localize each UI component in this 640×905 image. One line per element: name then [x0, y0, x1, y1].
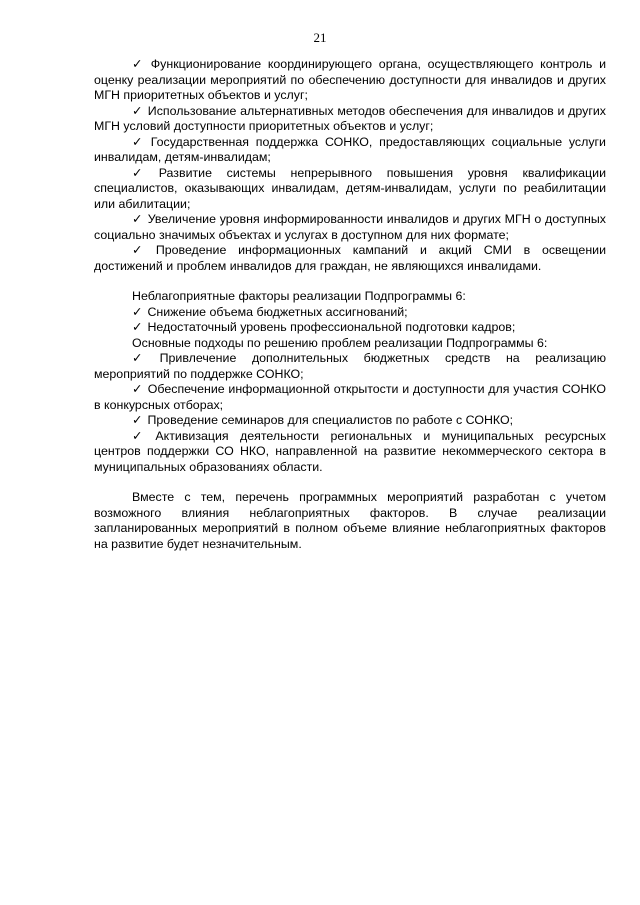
conclusion-paragraph: Вместе с тем, перечень программных мероприятий разработан с учетом возможного влияния неблагоприятных факторов. В случае реализации запланированных мероприятий в полном объеме влияние неблагоприятных факторов на развитие будет незначительным. — [94, 490, 606, 551]
document-body — [94, 57, 606, 552]
list-item-text: Государственная поддержка СОНКО, предоставляющих социальные услуги инвалидам, детям-инвалидам; — [94, 134, 606, 164]
list-item — [94, 429, 606, 476]
list-item-text: Обеспечение информационной открытости и доступности для участия СОНКО в конкурсных отборах; — [94, 382, 606, 412]
check-mark-icon: ✓ — [132, 382, 143, 396]
list-item-text: Функционирование координирующего органа, осуществляющего контроль и оценку реализации мероприятий по обеспечению доступности для инвалидов и других МГН приоритетных объектов и услуг; — [94, 57, 606, 102]
list-item — [94, 305, 606, 321]
list-item — [94, 351, 606, 382]
list-item — [94, 57, 606, 104]
page-number: 21 — [313, 30, 327, 45]
list-item-text: Активизация деятельности региональных и муниципальных ресурсных центров поддержки СО НКО, направленной на развитие некоммерческого сектора в муниципальных образованиях области. — [94, 428, 606, 474]
check-mark-icon: ✓ — [132, 351, 143, 365]
list-item-text: Использование альтернативных методов обеспечения для инвалидов и других МГН условий доступности приоритетных объектов и услуг; — [94, 103, 606, 133]
check-mark-icon: ✓ — [132, 320, 143, 334]
list-item-text: Увеличение уровня информированности инвалидов и других МГН о доступных социально значимых объектах и услугах в доступном для них формате; — [94, 212, 606, 242]
check-mark-icon: ✓ — [132, 304, 143, 319]
list-item-text: Развитие системы непрерывного повышения уровня квалификации специалистов, оказывающих инвалидам, детям-инвалидам, услуги по реабилитации или абилитации; — [94, 165, 606, 211]
list-item — [94, 382, 606, 413]
approaches-heading: Основные подходы по решению проблем реализации Подпрограммы 6: — [132, 335, 548, 350]
check-mark-icon: ✓ — [132, 428, 143, 443]
check-mark-icon: ✓ — [132, 134, 143, 149]
check-mark-icon: ✓ — [132, 165, 143, 180]
list-item — [94, 104, 606, 135]
check-mark-icon: ✓ — [132, 57, 143, 71]
list-item — [94, 166, 606, 213]
list-item — [94, 413, 606, 429]
check-mark-icon: ✓ — [132, 413, 143, 427]
list-item-text: Проведение семинаров для специалистов по работе с СОНКО; — [147, 413, 514, 427]
risks-heading: Неблагоприятные факторы реализации Подпрограммы 6: — [132, 289, 466, 303]
paragraph-gap — [94, 274, 606, 289]
list-item-text: Привлечение дополнительных бюджетных средств на реализацию мероприятий по поддержке СОНКО; — [94, 351, 606, 381]
list-item — [94, 135, 606, 166]
list-item — [94, 212, 606, 243]
list-item — [94, 243, 606, 274]
list-item — [94, 320, 606, 336]
list-item-text: Недостаточный уровень профессиональной подготовки кадров; — [147, 320, 516, 334]
paragraph-gap — [94, 475, 606, 490]
check-mark-icon: ✓ — [132, 212, 143, 226]
check-mark-icon: ✓ — [132, 103, 143, 118]
list-item-text: Проведение информационных кампаний и акций СМИ в освещении достижений и проблем инвалидов для граждан, не являющихся инвалидами. — [94, 243, 607, 273]
check-mark-icon: ✓ — [132, 243, 143, 257]
list-item-text: Снижение объема бюджетных ассигнований; — [147, 304, 408, 319]
